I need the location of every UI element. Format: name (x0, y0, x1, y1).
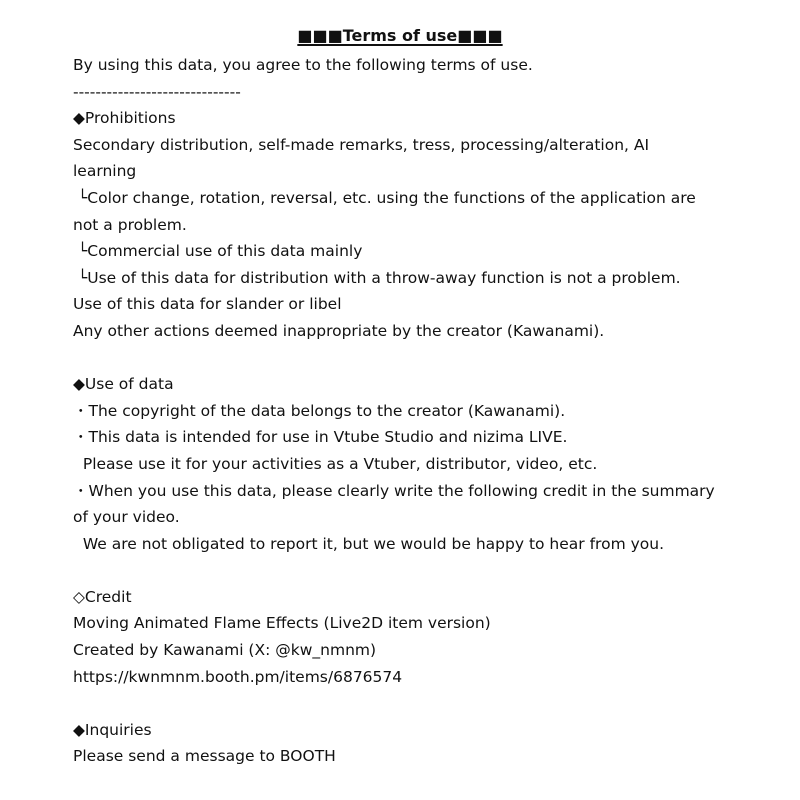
blank-line (73, 690, 763, 717)
document-title-text: ■■■Terms of use■■■ (297, 26, 503, 45)
text-line: ・The copyright of the data belongs to the creator (Kawanami). (73, 401, 566, 420)
text-line: not a problem. (73, 215, 187, 234)
section-heading-inquiries: ◆Inquiries (73, 720, 152, 739)
credit-author: Created by Kawanami (X: @kw_nmnm) (73, 641, 377, 660)
section-heading-use-of-data: ◆Use of data (73, 375, 174, 394)
section-heading-credit: ◇Credit (73, 587, 132, 606)
text-line: Please use it for your activities as a Vtuber, distributor, video, etc. (73, 454, 598, 473)
intro-line: By using this data, you agree to the following terms of use. (73, 56, 533, 74)
blank-line (73, 345, 763, 372)
inquiries-text: Please send a message to BOOTH (73, 747, 336, 766)
section-heading-prohibitions: ◆Prohibitions (73, 109, 176, 128)
text-line: learning (73, 162, 137, 181)
text-line: ・This data is intended for use in Vtube Studio and nizima LIVE. (73, 428, 568, 447)
text-line: Any other actions deemed inappropriate by the creator (Kawanami). (73, 321, 605, 340)
document-title (0, 25, 800, 47)
text-line: Use of this data for slander or libel (73, 295, 342, 314)
text-line: ・When you use this data, please clearly write the following credit in the summary (73, 481, 715, 500)
separator-line: ------------------------------ (73, 82, 241, 101)
credit-url-link[interactable]: https://kwnmnm.booth.pm/items/6876574 (73, 667, 403, 686)
blank-line (73, 557, 763, 584)
credit-title: Moving Animated Flame Effects (Live2D item version) (73, 614, 491, 633)
text-line: of your video. (73, 508, 180, 527)
text-line: └Color change, rotation, reversal, etc. using the functions of the application are (73, 188, 696, 207)
text-line: We are not obligated to report it, but we would be happy to hear from you. (73, 534, 664, 553)
text-line: Secondary distribution, self-made remarks, tress, processing/alteration, AI (73, 135, 650, 154)
terms-body (73, 52, 763, 770)
text-line: └Use of this data for distribution with a throw-away function is not a problem. (73, 268, 681, 287)
text-line: └Commercial use of this data mainly (73, 242, 363, 261)
